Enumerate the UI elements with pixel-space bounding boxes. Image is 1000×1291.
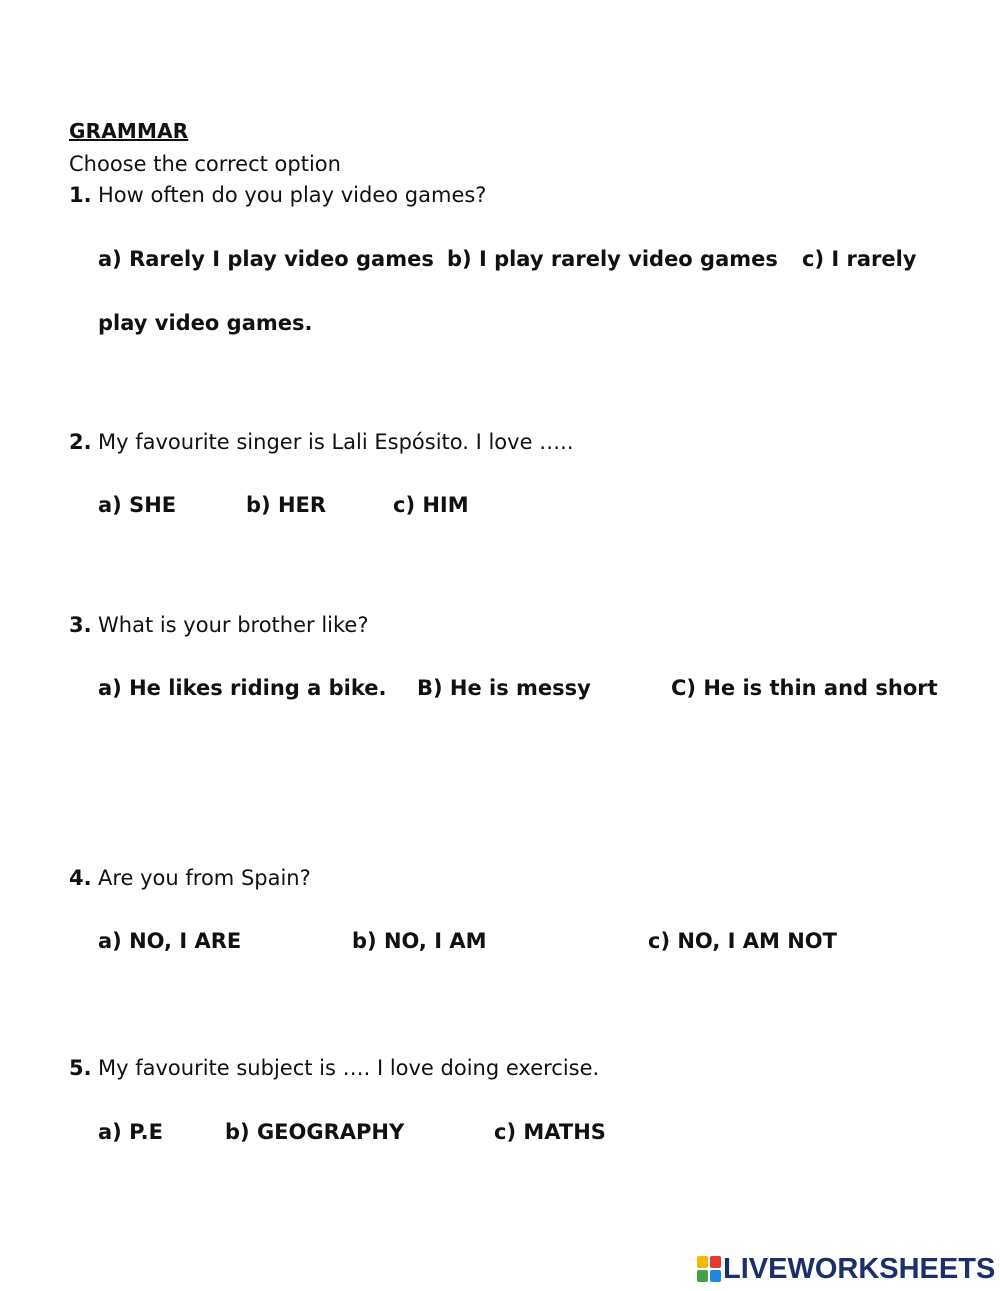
q5-option-a[interactable]: a) P.E [98, 1120, 163, 1144]
question-number: 1. [69, 183, 92, 207]
question-text: What is your brother like? [98, 613, 369, 637]
question-number: 5. [69, 1056, 92, 1080]
q1-option-c[interactable]: c) I rarely [802, 247, 917, 271]
question-2 [69, 430, 574, 454]
logo-square-icon [710, 1256, 721, 1268]
q5-option-b[interactable]: b) GEOGRAPHY [225, 1120, 405, 1144]
question-text: How often do you play video games? [98, 183, 487, 207]
question-number: 4. [69, 866, 92, 890]
q3-option-c[interactable]: C) He is thin and short [671, 676, 938, 700]
question-text: Are you from Spain? [98, 866, 311, 890]
q1-option-a[interactable]: a) Rarely I play video games [98, 247, 434, 271]
instruction-text: Choose the correct option [69, 152, 341, 176]
q1-option-b[interactable]: b) I play rarely video games [447, 247, 778, 271]
q3-option-a[interactable]: a) He likes riding a bike. [98, 676, 387, 700]
q4-option-c[interactable]: c) NO, I AM NOT [648, 929, 837, 953]
question-number: 3. [69, 613, 92, 637]
logo-square-icon [697, 1270, 708, 1282]
q4-option-a[interactable]: a) NO, I ARE [98, 929, 242, 953]
question-number: 2. [69, 430, 92, 454]
q2-option-c[interactable]: c) HIM [393, 493, 469, 517]
question-text: My favourite subject is …. I love doing exercise. [98, 1056, 600, 1080]
section-heading: GRAMMAR [69, 119, 189, 143]
q2-option-a[interactable]: a) SHE [98, 493, 177, 517]
question-3 [69, 613, 368, 637]
logo-square-icon [710, 1270, 721, 1282]
q3-option-b[interactable]: B) He is messy [417, 676, 591, 700]
liveworksheets-logo[interactable] [697, 1252, 995, 1286]
logo-square-icon [697, 1256, 708, 1268]
question-1 [69, 183, 486, 207]
q2-option-b[interactable]: b) HER [246, 493, 327, 517]
q5-option-c[interactable]: c) MATHS [494, 1120, 606, 1144]
question-text: My favourite singer is Lali Espósito. I love ….. [98, 430, 574, 454]
q4-option-b[interactable]: b) NO, I AM [352, 929, 487, 953]
q1-option-c-continued[interactable]: play video games. [98, 311, 313, 335]
question-4 [69, 866, 311, 890]
liveworksheets-logo-icon [697, 1256, 721, 1282]
logo-text: LIVEWORKSHEETS [723, 1252, 996, 1285]
question-5 [69, 1056, 599, 1080]
